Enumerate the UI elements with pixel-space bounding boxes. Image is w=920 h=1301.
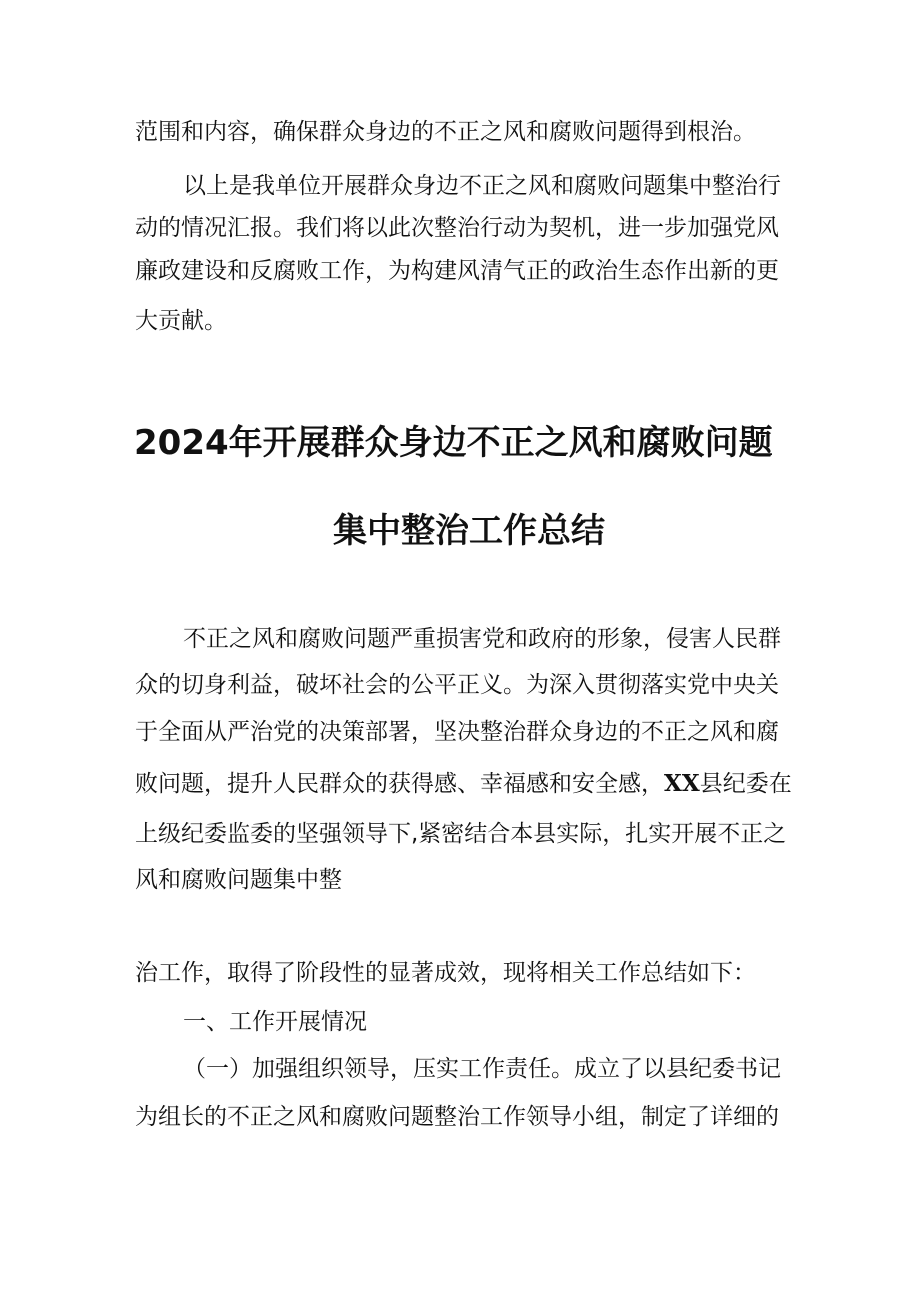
paragraph-line: 廉政建设和反腐败工作，为构建风清气正的政治生态作出新的更 — [135, 258, 779, 284]
section-heading: 一、工作开展情况 — [183, 1009, 367, 1035]
paragraph-line: 于全面从严治党的决策部署，坚决整治群众身边的不正之风和腐 — [135, 719, 779, 745]
paragraph-line: 为组长的不正之风和腐败问题整治工作领导小组，制定了详细的 — [135, 1104, 779, 1130]
paragraph-text: 县纪委在 — [699, 771, 792, 797]
paragraph-line: 众的切身利益，破坏社会的公平正义。为深入贯彻落实党中央关 — [135, 672, 779, 698]
paragraph-line: 上级纪委监委的坚强领导下,紧密结合本县实际，扎实开展不正之 — [135, 821, 787, 847]
paragraph-line: 以上是我单位开展群众身边不正之风和腐败问题集中整治行 — [183, 173, 781, 199]
paragraph-line: 不正之风和腐败问题严重损害党和政府的形象，侵害人民群 — [183, 626, 781, 652]
paragraph-line: 大贡献。 — [135, 308, 227, 334]
paragraph-line — [135, 772, 795, 796]
paragraph-text: 败问题，提升人民群众的获得感、幸福感和安全感， — [135, 771, 664, 797]
county-placeholder: XX — [664, 770, 700, 797]
paragraph-line: 范围和内容，确保群众身边的不正之风和腐败问题得到根治。 — [135, 119, 756, 145]
document-title-line2: 集中整治工作总结 — [333, 511, 605, 551]
paragraph-line: 风和腐败问题集中整 — [135, 867, 342, 893]
subsection-heading: （一）加强组织领导，压实工作责任。成立了以县纪委书记 — [183, 1056, 781, 1082]
paragraph-line: 动的情况汇报。我们将以此次整治行动为契机，进一步加强党风 — [135, 215, 779, 241]
paragraph-line: 治工作，取得了阶段性的显著成效，现将相关工作总结如下： — [135, 960, 756, 986]
document-title-line1: 2024年开展群众身边不正之风和腐败问题 — [134, 423, 773, 463]
